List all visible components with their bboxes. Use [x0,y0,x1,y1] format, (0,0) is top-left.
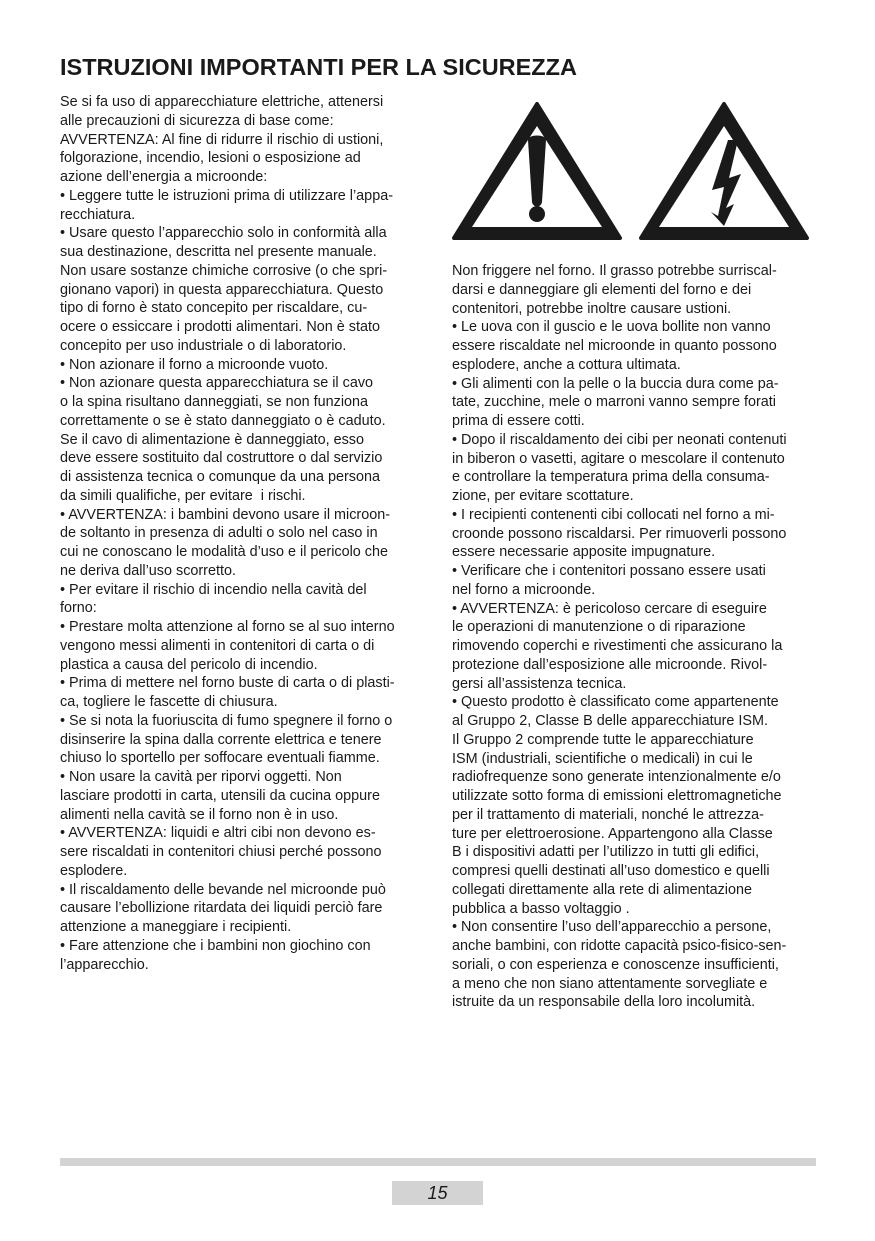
text-line: • Questo prodotto è classificato come appartenente [452,694,779,711]
text-line: Se si fa uso di apparecchiature elettriche, attenersi [60,94,384,110]
text-line: e controllare la temperatura prima della consuma- [452,469,770,486]
text-line: de soltanto in presenza di adulti o solo nel caso in [60,525,378,542]
text-line: Non friggere nel forno. Il grasso potrebbe surriscal- [452,263,777,279]
text-line: • AVVERTENZA: i bambini devono usare il microon- [60,506,391,523]
text-line: prima di essere cotti. [452,413,585,429]
text-line: concepito per uso industriale o di laboratorio. [60,337,347,354]
text-line: ocere o essiccare i prodotti alimentari. Non è stato [60,319,380,335]
warning-signs-svg [452,98,814,246]
text-line: pubblica a basso voltaggio . [452,900,630,917]
text-line: anche bambini, con ridotte capacità psico-fisico-sen- [452,938,787,954]
text-line: alle precauzioni di sicurezza di base come: [60,112,334,129]
text-line: a meno che non siano attentamente sorvegliate e [452,975,768,992]
footer-divider [60,1158,816,1166]
text-line: di assistenza tecnica o comunque da una persona [60,469,381,485]
text-line: • I recipienti contenenti cibi collocati nel forno a mi- [452,506,775,523]
text-line: utilizzate sotto forma di emissioni elettromagnetiche [452,788,782,804]
text-line: da simili qualifiche, per evitare i rischi. [60,487,306,504]
page-title: ISTRUZIONI IMPORTANTI PER LA SICUREZZA [60,54,577,80]
text-line: per il trattamento di materiali, nonché le attrezza- [452,806,764,823]
text-line: sere riscaldati in contenitori chiusi perché possono [60,844,382,860]
text-line: • Prestare molta attenzione al forno se al suo interno [60,619,395,635]
text-line: cui ne conoscano le modalità d’uso e il pericolo che [60,544,388,560]
text-line: croonde possono riscaldarsi. Per rimuoverli possono [452,525,787,542]
text-line: ne deriva dall’uso scorretto. [60,562,236,579]
text-line: esplodere. [60,862,128,879]
text-line: vengono messi alimenti in contenitori di carta o di [60,637,375,654]
electric-shock-warning-icon [641,104,807,238]
exclamation-warning-icon [454,104,620,238]
text-line: Se il cavo di alimentazione è danneggiato, esso [60,431,365,448]
text-line: ISM (industriali, scientifiche o medicali) in cui le [452,750,753,767]
text-line: istruite da un responsabile della loro incolumità. [452,994,756,1011]
text-line: forno: [60,600,97,617]
text-line: • Usare questo l’apparecchio solo in conformità alla [60,225,387,242]
text-line: folgorazione, incendio, lesioni o esposizione ad [60,150,361,167]
text-line: sua destinazione, descritta nel presente manuale. [60,244,377,260]
text-line: darsi e danneggiare gli elementi del forno e dei [452,281,752,298]
right-text-column [452,262,822,1012]
text-line: azione dell’energia a microonde: [60,169,268,185]
text-line: zione, per evitare scottature. [452,488,634,504]
warning-signs [452,98,814,246]
text-line: esplodere, anche a cottura ultimata. [452,356,681,373]
text-line: tipo di forno è stato concepito per riscaldare, cu- [60,300,368,317]
text-line: radiofrequenze sono generate intenzionalmente e/o [452,769,781,786]
text-line: • Dopo il riscaldamento dei cibi per neonati contenuti [452,431,787,448]
text-line: chiuso lo sportello per soffocare eventuali fiamme. [60,750,380,767]
text-line: • Non azionare il forno a microonde vuoto. [60,356,329,373]
text-line: AVVERTENZA: Al fine di ridurre il rischio di ustioni, [60,131,384,148]
text-line: gersi all’assistenza tecnica. [452,675,627,692]
page-number: 15 [392,1181,483,1205]
text-line: deve essere sostituito dal costruttore o dal servizio [60,450,383,467]
text-line: • AVVERTENZA: è pericoloso cercare di eseguire [452,600,767,617]
text-line: soriali, o con esperienza e conoscenze insufficienti, [452,956,779,973]
text-line: causare l’ebollizione ritardata dei liquidi perciò fare [60,900,383,917]
text-line: al Gruppo 2, Classe B delle apparecchiature ISM. [452,713,768,729]
text-line: • Verificare che i contenitori possano essere usati [452,563,766,579]
text-line: • Non azionare questa apparecchiatura se il cavo [60,375,374,392]
text-line: lasciare prodotti in carta, utensili da cucina oppure [60,787,380,804]
text-line: • Non usare la cavità per riporvi oggetti. Non [60,769,342,785]
text-line: • AVVERTENZA: liquidi e altri cibi non devono es- [60,825,376,842]
text-line: B i dispositivi adatti per l’utilizzo in tutti gli edifici, [452,844,760,861]
text-line: protezione dall’esposizione alle microonde. Rivol- [452,656,768,673]
text-line: gionano vapori) in questa apparecchiatura. Questo [60,281,384,298]
text-line: tate, zucchine, mele o marroni vanno sempre forati [452,394,776,411]
text-line: o la spina risultano danneggiati, se non funziona [60,394,369,410]
text-line: • Leggere tutte le istruzioni prima di utilizzare l’appa- [60,187,393,204]
text-line: ca, togliere le fascette di chiusura. [60,694,278,710]
text-line: contenitori, potrebbe inoltre causare ustioni. [452,300,732,317]
text-line: • Non consentire l’uso dell’apparecchio a persone, [452,919,772,936]
text-line: • Per evitare il rischio di incendio nella cavità del [60,581,367,598]
text-line: disinserire la spina dalla corrente elettrica e tenere [60,731,382,748]
text-line: • Le uova con il guscio e le uova bollite non vanno [452,319,771,336]
text-line: attenzione a maneggiare i recipienti. [60,919,292,935]
text-line: • Fare attenzione che i bambini non giochino con [60,937,371,954]
text-line: essere riscaldate nel microonde in quanto possono [452,338,777,354]
text-line: Non usare sostanze chimiche corrosive (o che spri- [60,262,388,279]
text-line: nel forno a microonde. [452,581,596,598]
text-line: le operazioni di manutenzione o di riparazione [452,619,746,636]
text-line: • Prima di mettere nel forno buste di carta o di plasti- [60,675,395,692]
text-line: in biberon o vasetti, agitare o mescolare il contenuto [452,450,785,467]
text-line: l’apparecchio. [60,956,149,973]
left-text-column [60,93,430,974]
text-line: compresi quelli destinati all’uso domestico e quelli [452,863,770,879]
text-line: Il Gruppo 2 comprende tutte le apparecchiature [452,731,754,748]
text-line: • Il riscaldamento delle bevande nel microonde può [60,881,386,898]
text-line: alimenti nella cavità se il forno non è in uso. [60,806,339,823]
text-line: plastica a causa del pericolo di incendio. [60,656,318,673]
text-line: collegati direttamente alla rete di alimentazione [452,881,752,898]
text-line: • Se si nota la fuoriuscita di fumo spegnere il forno o [60,712,393,729]
text-line: rimovendo coperchi e rivestimenti che assicurano la [452,638,783,654]
text-line: correttamente o se è stato danneggiato o è caduto. [60,412,386,429]
text-line: • Gli alimenti con la pelle o la buccia dura come pa- [452,375,779,392]
text-line: recchiatura. [60,206,136,223]
text-line: ture per elettroerosione. Appartengono alla Classe [452,825,773,842]
text-line: essere necessarie apposite impugnature. [452,544,716,561]
